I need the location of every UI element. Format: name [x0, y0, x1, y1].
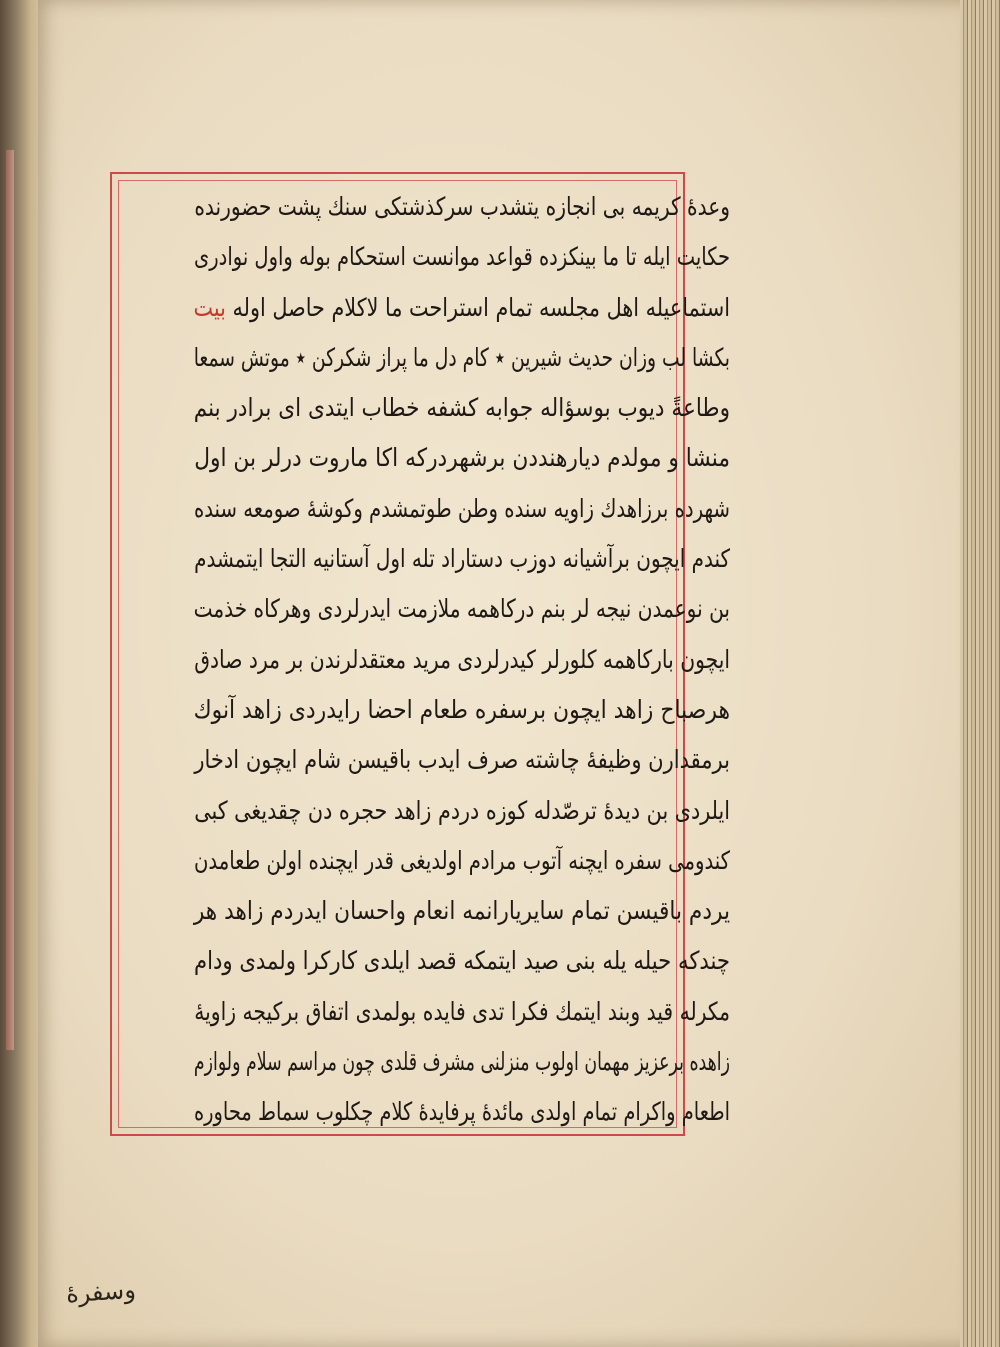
manuscript-line-text: وطاعةً دیوب بوسؤاله جوابه کشفه خطاب ایتدی ای برادر بنم [193, 393, 731, 423]
catchword: وسفرهٔ [65, 1275, 137, 1309]
manuscript-line-text: وعدهٔ کریمه بی انجازه یتشدب سرکذشتکی سنك پشت حضورنده [194, 192, 730, 221]
manuscript-line [193, 1037, 730, 1087]
manuscript-line-text: اطعام واکرام تمام اولدی مائدهٔ پرفایدهٔ کلام چکلوب سماط محاوره [193, 1097, 730, 1127]
manuscript-line-text: کندم ایچون برآشیانه دوزب دستاراد تله اول آستانیه التجا ایتمشدم [194, 544, 731, 574]
rubric-heading: بیت [193, 292, 226, 322]
page-stack-edges [960, 0, 1000, 1347]
manuscript-line [194, 534, 731, 584]
manuscript-line [194, 635, 730, 685]
manuscript-line-text: استماعیله اهل مجلسه تمام استراحت ما لاکلام حاصل اوله [232, 292, 730, 322]
manuscript-line [193, 383, 731, 433]
facing-page-edge [6, 150, 14, 1050]
manuscript-line [194, 836, 730, 886]
manuscript-line-text: ایلردی بن دیدهٔ ترصّدله کوزه دردم زاهد حجره دن چقدیغی کبی [194, 795, 730, 825]
manuscript-line-text: ایچون بارکاهمه کلورلر کیدرلردی مرید معتقدلرندن بر مرد صادق [194, 644, 730, 674]
manuscript-line-text: یردم باقیسن تمام سایریارانمه انعام واحسان ایدردم زاهد هر [193, 896, 731, 926]
manuscript-line [193, 584, 731, 634]
manuscript-line-text: بکشا لب وزان حدیث شیرین ٭ کام دل ما پراز شکرکن ٭ موتش سمعا [193, 342, 730, 372]
manuscript-line [194, 735, 730, 785]
manuscript-line [193, 1087, 730, 1137]
manuscript-line [194, 182, 730, 232]
manuscript-line-text: کندومی سفره ایچنه آتوب مرادم اولدیغی قدر ایچنده اولن طعامدن [194, 845, 730, 875]
manuscript-line-text: بن نوعمدن نیجه لر بنم درکاهمه ملازمت ایدرلردی وهرکاه خذمت [193, 594, 731, 624]
manuscript-line [193, 936, 731, 986]
manuscript-line-text: منشا و مولدم دیارهنددن برشهردرکه اکا ماروت درلر بن اول [194, 443, 730, 473]
manuscript-line [193, 685, 731, 735]
manuscript-line-text: مکرله قید وبند ایتمك فکرا تدی فایده بولمدی اتفاق برکیجه زاویهٔ [194, 996, 730, 1026]
manuscript-line-text: برمقدارن وظیفهٔ چاشته صرف ایدب باقیسن شام ایچون ادخار [194, 745, 730, 775]
manuscript-line [194, 232, 730, 282]
manuscript-line-text: هرصباح زاهد ایچون برسفره طعام احضا رایدردی زاهد آنوك [193, 694, 731, 724]
manuscript-line [193, 484, 730, 534]
manuscript-line [193, 283, 730, 333]
manuscript-line [194, 786, 730, 836]
manuscript-line [194, 433, 730, 483]
manuscript-line [193, 333, 730, 383]
manuscript-line-text: زاهده برعزیز مهمان اولوب منزلنی مشرف قلدی چون مراسم سلام ولوازم [193, 1047, 730, 1077]
manuscript-line-text: شهرده برزاهدك زاویه سنده وطن طوتمشدم وکوشهٔ صومعه سنده [193, 493, 730, 523]
manuscript-line-text: حکایت ایله تا ما بینکزده قواعد موانست استحکام بوله واول نوادری [194, 242, 730, 272]
manuscript-line [194, 987, 730, 1037]
manuscript-line [193, 886, 731, 936]
manuscript-text-block [126, 182, 730, 1138]
manuscript-line-text: چندکه حیله یله بنی صید ایتمکه قصد ایلدی کارکرا ولمدی ودام [193, 946, 731, 976]
